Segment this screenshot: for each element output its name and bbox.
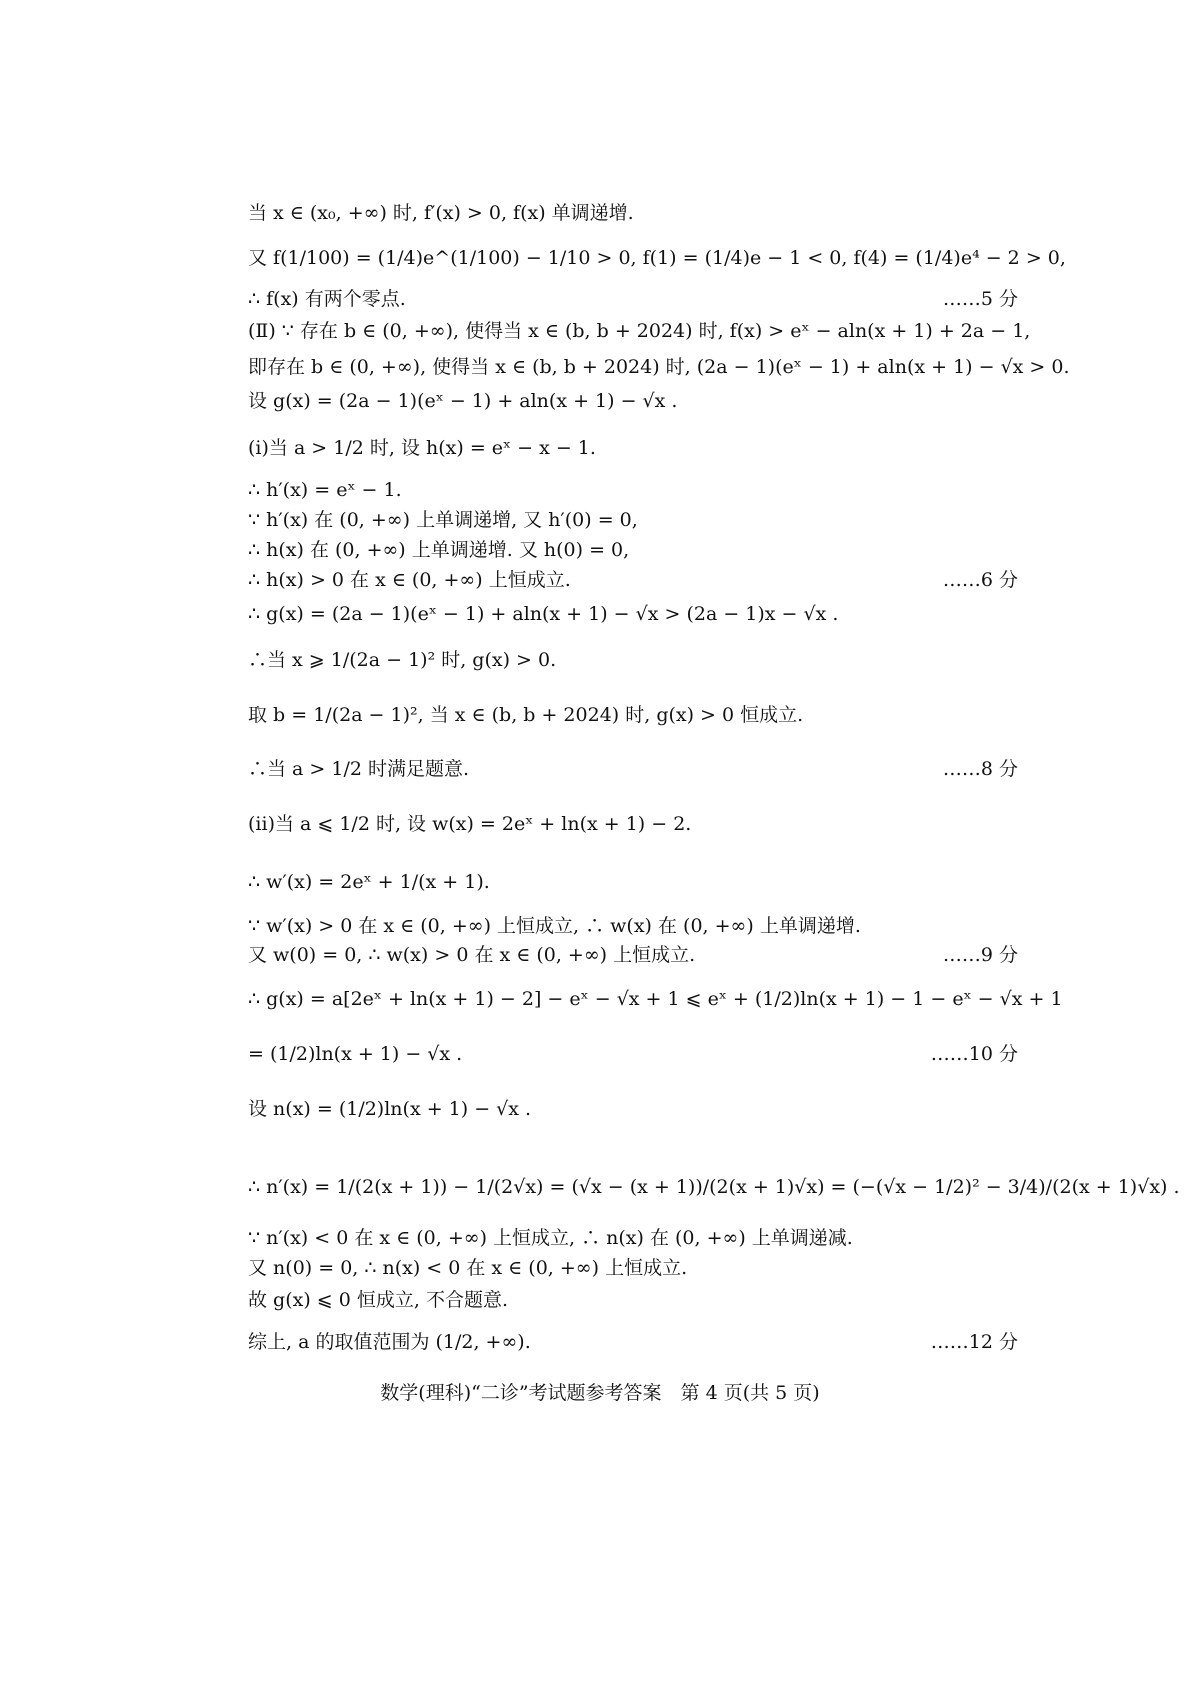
solution-line: ∴ h′(x) = eˣ − 1. [248,479,402,501]
page-footer: 数学(理科)“二诊”考试题参考答案 第 4 页(共 5 页) [380,1382,820,1404]
solution-line: 又 f(1/100) = (1/4)e^(1/100) − 1/10 > 0, f(1) = (1/4)e − 1 < 0, f(4) = (1/4)e⁴ − 2 > 0, [248,247,1066,269]
score-marker: ……10 分 [930,1043,1018,1065]
solution-line: (ii)当 a ⩽ 1/2 时, 设 w(x) = 2eˣ + ln(x + 1) − 2. [248,813,692,835]
solution-line: 又 n(0) = 0, ∴ n(x) < 0 在 x ∈ (0, +∞) 上恒成立. [248,1257,688,1279]
solution-line: 即存在 b ∈ (0, +∞), 使得当 x ∈ (b, b + 2024) 时, (2a − 1)(eˣ − 1) + aln(x + 1) − √x > 0. [248,356,1070,378]
score-marker: ……8 分 [942,758,1018,780]
solution-line: ∴ f(x) 有两个零点. [248,288,406,310]
solution-line: 综上, a 的取值范围为 (1/2, +∞). [248,1331,531,1353]
solution-line: 故 g(x) ⩽ 0 恒成立, 不合题意. [248,1289,508,1311]
solution-line: 当 x ∈ (x₀, +∞) 时, f′(x) > 0, f(x) 单调递增. [248,202,634,224]
solution-line: (Ⅱ) ∵ 存在 b ∈ (0, +∞), 使得当 x ∈ (b, b + 2024) 时, f(x) > eˣ − aln(x + 1) + 2a − 1, [248,320,1031,342]
solution-line: 取 b = 1/(2a − 1)², 当 x ∈ (b, b + 2024) 时, g(x) > 0 恒成立. [248,704,804,726]
solution-line: 又 w(0) = 0, ∴ w(x) > 0 在 x ∈ (0, +∞) 上恒成立. [248,944,696,966]
solution-line: = (1/2)ln(x + 1) − √x . [248,1043,463,1065]
score-marker: ……12 分 [930,1331,1018,1353]
solution-line: ∴当 x ⩾ 1/(2a − 1)² 时, g(x) > 0. [248,649,557,671]
solution-line: 设 n(x) = (1/2)ln(x + 1) − √x . [248,1098,532,1120]
solution-line: ∴ g(x) = (2a − 1)(eˣ − 1) + aln(x + 1) − √x > (2a − 1)x − √x . [248,603,839,625]
solution-line: ∴ w′(x) = 2eˣ + 1/(x + 1). [248,871,490,893]
solution-line: 设 g(x) = (2a − 1)(eˣ − 1) + aln(x + 1) − √x . [248,390,678,412]
score-marker: ……5 分 [942,288,1018,310]
solution-line: ∵ n′(x) < 0 在 x ∈ (0, +∞) 上恒成立, ∴ n(x) 在 (0, +∞) 上单调递减. [248,1227,853,1249]
solution-line: ∴ h(x) > 0 在 x ∈ (0, +∞) 上恒成立. [248,569,571,591]
solution-line: ∵ h′(x) 在 (0, +∞) 上单调递增, 又 h′(0) = 0, [248,509,638,531]
score-marker: ……6 分 [942,569,1018,591]
solution-line: ∴ h(x) 在 (0, +∞) 上单调递增. 又 h(0) = 0, [248,539,630,561]
solution-line: ∴ n′(x) = 1/(2(x + 1)) − 1/(2√x) = (√x − (x + 1))/(2(x + 1)√x) = (−(√x − 1/2)² − 3/4)/(2(x + 1)√x) . [248,1176,1180,1198]
solution-line: ∴当 a > 1/2 时满足题意. [248,758,470,780]
score-marker: ……9 分 [942,944,1018,966]
solution-line: ∴ g(x) = a[2eˣ + ln(x + 1) − 2] − eˣ − √x + 1 ⩽ eˣ + (1/2)ln(x + 1) − 1 − eˣ − √x + 1 [248,988,1063,1010]
solution-line: (i)当 a > 1/2 时, 设 h(x) = eˣ − x − 1. [248,437,596,459]
solution-line: ∵ w′(x) > 0 在 x ∈ (0, +∞) 上恒成立, ∴ w(x) 在 (0, +∞) 上单调递增. [248,915,861,937]
